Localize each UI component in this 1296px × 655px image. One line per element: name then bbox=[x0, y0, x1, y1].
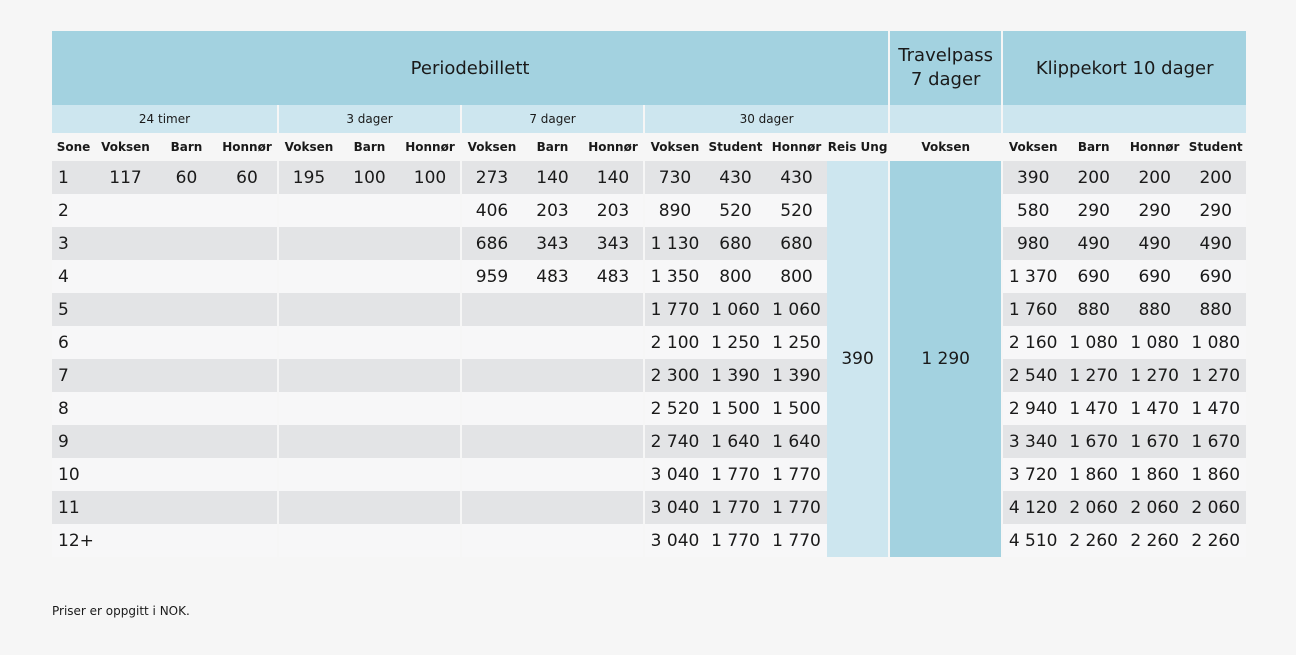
cell-sone: 9 bbox=[52, 425, 95, 458]
cell-d3 bbox=[400, 359, 461, 392]
cell-d7 bbox=[583, 392, 644, 425]
cell-d3: 100 bbox=[400, 161, 461, 194]
cell-sone: 5 bbox=[52, 293, 95, 326]
cell-d7: 959 bbox=[461, 260, 522, 293]
cell-d30: 890 bbox=[644, 194, 705, 227]
table-row bbox=[52, 194, 1246, 227]
cell-klipp: 1 670 bbox=[1124, 425, 1185, 458]
cell-klipp: 880 bbox=[1063, 293, 1124, 326]
cell-h24 bbox=[156, 458, 217, 491]
cell-d30: 1 640 bbox=[705, 425, 766, 458]
cell-sone: 1 bbox=[52, 161, 95, 194]
cell-d7 bbox=[461, 524, 522, 557]
cell-d7 bbox=[583, 491, 644, 524]
cell-d30: 1 350 bbox=[644, 260, 705, 293]
cell-sone: 11 bbox=[52, 491, 95, 524]
col-klipp-honnor: Honnør bbox=[1129, 140, 1180, 154]
cell-klipp: 1 080 bbox=[1124, 326, 1185, 359]
cell-klipp: 200 bbox=[1124, 161, 1185, 194]
cell-klipp: 880 bbox=[1124, 293, 1185, 326]
cell-d3: 195 bbox=[278, 161, 339, 194]
cell-d7: 686 bbox=[461, 227, 522, 260]
header-row bbox=[52, 31, 1246, 105]
cell-d3 bbox=[339, 491, 400, 524]
cell-klipp: 290 bbox=[1185, 194, 1246, 227]
table-row bbox=[52, 293, 1246, 326]
cell-h24 bbox=[95, 491, 156, 524]
cell-d30: 520 bbox=[705, 194, 766, 227]
cell-h24 bbox=[217, 392, 278, 425]
cell-d3 bbox=[278, 293, 339, 326]
price-table bbox=[52, 31, 1246, 557]
table-row bbox=[52, 491, 1246, 524]
cell-d30: 3 040 bbox=[644, 491, 705, 524]
cell-d3 bbox=[339, 326, 400, 359]
cell-d30: 430 bbox=[766, 161, 827, 194]
table-row bbox=[52, 260, 1246, 293]
cell-d7 bbox=[461, 293, 522, 326]
cell-d30: 2 740 bbox=[644, 425, 705, 458]
cell-h24 bbox=[95, 194, 156, 227]
cell-klipp: 1 760 bbox=[1002, 293, 1063, 326]
cell-d7 bbox=[522, 425, 583, 458]
cell-d3 bbox=[278, 524, 339, 557]
cell-d3 bbox=[278, 227, 339, 260]
cell-d3 bbox=[400, 491, 461, 524]
cell-klipp: 1 370 bbox=[1002, 260, 1063, 293]
cell-h24 bbox=[95, 458, 156, 491]
cell-d30: 1 390 bbox=[705, 359, 766, 392]
cell-klipp: 580 bbox=[1002, 194, 1063, 227]
cell-klipp: 1 270 bbox=[1063, 359, 1124, 392]
cell-h24 bbox=[217, 425, 278, 458]
cell-h24: 60 bbox=[217, 161, 278, 194]
cell-klipp: 2 160 bbox=[1002, 326, 1063, 359]
col-24h-voksen: Voksen bbox=[101, 140, 150, 154]
cell-d7 bbox=[522, 392, 583, 425]
cell-d7 bbox=[461, 425, 522, 458]
cell-d7: 203 bbox=[522, 194, 583, 227]
cell-h24 bbox=[156, 227, 217, 260]
cell-klipp: 1 470 bbox=[1124, 392, 1185, 425]
col-3d-honnor: Honnør bbox=[405, 140, 455, 154]
cell-klipp: 2 060 bbox=[1063, 491, 1124, 524]
cell-h24: 117 bbox=[95, 161, 156, 194]
cell-sone: 7 bbox=[52, 359, 95, 392]
cell-klipp: 2 060 bbox=[1185, 491, 1246, 524]
table-row bbox=[52, 458, 1246, 491]
cell-d30: 1 770 bbox=[705, 458, 766, 491]
cell-d7 bbox=[583, 293, 644, 326]
cell-d7 bbox=[583, 458, 644, 491]
cell-d3 bbox=[400, 458, 461, 491]
cell-d7: 483 bbox=[522, 260, 583, 293]
cell-klipp: 4 120 bbox=[1002, 491, 1063, 524]
cell-sone: 4 bbox=[52, 260, 95, 293]
cell-d30: 2 300 bbox=[644, 359, 705, 392]
cell-h24 bbox=[217, 491, 278, 524]
col-klipp-student: Student bbox=[1188, 140, 1243, 154]
cell-d30: 3 040 bbox=[644, 524, 705, 557]
cell-klipp: 3 340 bbox=[1002, 425, 1063, 458]
col-30d-student: Student bbox=[708, 140, 763, 154]
cell-klipp: 2 260 bbox=[1063, 524, 1124, 557]
cell-h24 bbox=[95, 326, 156, 359]
cell-klipp: 690 bbox=[1124, 260, 1185, 293]
col-3d-voksen: Voksen bbox=[278, 133, 339, 161]
cell-d7: 140 bbox=[522, 161, 583, 194]
col-7d-voksen: Voksen bbox=[461, 133, 522, 161]
cell-h24 bbox=[156, 524, 217, 557]
cell-h24: 60 bbox=[156, 161, 217, 194]
cell-d3 bbox=[278, 458, 339, 491]
col-travelpass-voksen: Voksen bbox=[889, 133, 1002, 161]
cell-d3 bbox=[339, 392, 400, 425]
cell-klipp: 200 bbox=[1185, 161, 1246, 194]
table-row bbox=[52, 392, 1246, 425]
subheader-24-timer: 24 timer bbox=[52, 105, 278, 133]
cell-d30: 1 770 bbox=[766, 524, 827, 557]
cell-h24 bbox=[95, 425, 156, 458]
cell-sone: 12+ bbox=[52, 524, 95, 557]
travelpass-header bbox=[889, 31, 1002, 105]
cell-h24 bbox=[95, 260, 156, 293]
table-row bbox=[52, 326, 1246, 359]
cell-d3 bbox=[278, 194, 339, 227]
table-row bbox=[52, 161, 1246, 194]
cell-klipp: 1 270 bbox=[1185, 359, 1246, 392]
cell-d7 bbox=[522, 326, 583, 359]
cell-klipp: 1 270 bbox=[1124, 359, 1185, 392]
cell-sone: 3 bbox=[52, 227, 95, 260]
cell-d30: 1 130 bbox=[644, 227, 705, 260]
cell-klipp: 490 bbox=[1124, 227, 1185, 260]
cell-d30: 1 770 bbox=[766, 458, 827, 491]
cell-h24 bbox=[156, 425, 217, 458]
subheader-travelpass-blank bbox=[889, 105, 1002, 133]
cell-d7 bbox=[583, 524, 644, 557]
column-header-row bbox=[52, 133, 1246, 161]
table-row bbox=[52, 425, 1246, 458]
cell-d7: 140 bbox=[583, 161, 644, 194]
table-row bbox=[52, 524, 1246, 557]
cell-d30: 1 250 bbox=[705, 326, 766, 359]
cell-d7 bbox=[583, 359, 644, 392]
cell-d7: 273 bbox=[461, 161, 522, 194]
cell-d3 bbox=[278, 425, 339, 458]
cell-d3 bbox=[400, 425, 461, 458]
footer-note: Priser er oppgitt i NOK. bbox=[52, 604, 190, 618]
cell-d30: 730 bbox=[644, 161, 705, 194]
cell-d7 bbox=[522, 491, 583, 524]
subheader-3-dager: 3 dager bbox=[278, 105, 461, 133]
col-7d-barn: Barn bbox=[536, 140, 569, 154]
cell-klipp: 1 080 bbox=[1063, 326, 1124, 359]
cell-h24 bbox=[156, 260, 217, 293]
cell-d7 bbox=[522, 359, 583, 392]
cell-d7 bbox=[461, 458, 522, 491]
cell-klipp: 1 470 bbox=[1063, 392, 1124, 425]
cell-klipp: 290 bbox=[1063, 194, 1124, 227]
cell-klipp: 2 060 bbox=[1124, 491, 1185, 524]
cell-d3 bbox=[400, 326, 461, 359]
travelpass-line2: 7 dager bbox=[910, 69, 981, 90]
cell-h24 bbox=[217, 260, 278, 293]
cell-d30: 1 500 bbox=[766, 392, 827, 425]
cell-d30: 1 390 bbox=[766, 359, 827, 392]
cell-klipp: 290 bbox=[1124, 194, 1185, 227]
cell-d7: 343 bbox=[583, 227, 644, 260]
cell-d7 bbox=[461, 392, 522, 425]
cell-d7 bbox=[461, 491, 522, 524]
cell-d3 bbox=[400, 293, 461, 326]
cell-sone: 2 bbox=[52, 194, 95, 227]
klippekort-header: Klippekort 10 dager bbox=[1002, 31, 1246, 105]
col-sone: Sone bbox=[56, 140, 91, 154]
table-row bbox=[52, 227, 1246, 260]
cell-d7: 483 bbox=[583, 260, 644, 293]
travelpass-line1: Travelpass bbox=[898, 45, 994, 66]
cell-d30: 1 770 bbox=[766, 491, 827, 524]
col-reis-ung: Reis Ung bbox=[827, 140, 888, 154]
cell-klipp: 690 bbox=[1063, 260, 1124, 293]
cell-d7 bbox=[522, 458, 583, 491]
cell-klipp: 4 510 bbox=[1002, 524, 1063, 557]
cell-h24 bbox=[95, 359, 156, 392]
cell-d3 bbox=[339, 260, 400, 293]
subheader-30-dager: 30 dager bbox=[644, 105, 889, 133]
cell-klipp: 1 860 bbox=[1063, 458, 1124, 491]
cell-d7: 343 bbox=[522, 227, 583, 260]
cell-h24 bbox=[217, 524, 278, 557]
travelpass-price: 1 290 bbox=[889, 161, 1002, 557]
col-24h-honnor: Honnør bbox=[222, 140, 272, 154]
cell-klipp: 880 bbox=[1185, 293, 1246, 326]
cell-d30: 1 250 bbox=[766, 326, 827, 359]
cell-d30: 800 bbox=[766, 260, 827, 293]
cell-h24 bbox=[156, 392, 217, 425]
cell-h24 bbox=[95, 227, 156, 260]
subheader-7-dager: 7 dager bbox=[461, 105, 644, 133]
col-3d-barn: Barn bbox=[353, 140, 386, 154]
cell-d7 bbox=[583, 425, 644, 458]
cell-h24 bbox=[217, 194, 278, 227]
cell-d30: 1 060 bbox=[766, 293, 827, 326]
cell-d3 bbox=[400, 260, 461, 293]
cell-d30: 2 100 bbox=[644, 326, 705, 359]
cell-d3 bbox=[278, 359, 339, 392]
col-24h-barn: Barn bbox=[170, 140, 203, 154]
cell-d7: 406 bbox=[461, 194, 522, 227]
reis-ung-price: 390 bbox=[827, 161, 889, 557]
cell-h24 bbox=[217, 458, 278, 491]
cell-d7 bbox=[461, 326, 522, 359]
cell-d3 bbox=[400, 392, 461, 425]
cell-h24 bbox=[156, 359, 217, 392]
cell-h24 bbox=[217, 359, 278, 392]
price-table-container bbox=[52, 31, 1243, 560]
cell-d3 bbox=[339, 194, 400, 227]
cell-klipp: 3 720 bbox=[1002, 458, 1063, 491]
cell-d3 bbox=[400, 227, 461, 260]
cell-h24 bbox=[95, 392, 156, 425]
cell-h24 bbox=[217, 227, 278, 260]
cell-d30: 430 bbox=[705, 161, 766, 194]
col-30d-honnor: Honnør bbox=[771, 140, 822, 154]
cell-d3 bbox=[400, 194, 461, 227]
cell-klipp: 2 940 bbox=[1002, 392, 1063, 425]
cell-klipp: 1 470 bbox=[1185, 392, 1246, 425]
cell-klipp: 1 860 bbox=[1185, 458, 1246, 491]
cell-d30: 1 640 bbox=[766, 425, 827, 458]
cell-klipp: 200 bbox=[1063, 161, 1124, 194]
cell-h24 bbox=[217, 293, 278, 326]
subheader-klippekort-blank bbox=[1002, 105, 1246, 133]
cell-d3 bbox=[339, 458, 400, 491]
cell-klipp: 1 670 bbox=[1063, 425, 1124, 458]
cell-h24 bbox=[217, 326, 278, 359]
cell-klipp: 690 bbox=[1185, 260, 1246, 293]
cell-h24 bbox=[156, 326, 217, 359]
col-klipp-voksen: Voksen bbox=[1002, 133, 1063, 161]
cell-d3 bbox=[339, 524, 400, 557]
cell-d30: 3 040 bbox=[644, 458, 705, 491]
subheader-row bbox=[52, 105, 1246, 133]
cell-sone: 6 bbox=[52, 326, 95, 359]
cell-d3 bbox=[400, 524, 461, 557]
cell-d30: 1 770 bbox=[705, 524, 766, 557]
cell-d3 bbox=[339, 227, 400, 260]
cell-klipp: 2 260 bbox=[1124, 524, 1185, 557]
cell-d3 bbox=[278, 392, 339, 425]
table-row bbox=[52, 359, 1246, 392]
cell-h24 bbox=[156, 293, 217, 326]
col-klipp-barn: Barn bbox=[1077, 140, 1110, 154]
cell-d30: 1 500 bbox=[705, 392, 766, 425]
cell-d30: 680 bbox=[766, 227, 827, 260]
cell-d7 bbox=[522, 293, 583, 326]
cell-d3 bbox=[339, 359, 400, 392]
cell-h24 bbox=[156, 194, 217, 227]
cell-klipp: 980 bbox=[1002, 227, 1063, 260]
periodebillett-header: Periodebillett bbox=[52, 31, 889, 105]
cell-d30: 1 770 bbox=[644, 293, 705, 326]
cell-d7 bbox=[583, 326, 644, 359]
cell-d7: 203 bbox=[583, 194, 644, 227]
cell-d30: 1 060 bbox=[705, 293, 766, 326]
cell-sone: 8 bbox=[52, 392, 95, 425]
cell-d30: 800 bbox=[705, 260, 766, 293]
cell-klipp: 490 bbox=[1063, 227, 1124, 260]
cell-sone: 10 bbox=[52, 458, 95, 491]
cell-d7 bbox=[461, 359, 522, 392]
cell-klipp: 490 bbox=[1185, 227, 1246, 260]
cell-d3 bbox=[278, 491, 339, 524]
cell-d3 bbox=[339, 425, 400, 458]
cell-klipp: 2 260 bbox=[1185, 524, 1246, 557]
cell-klipp: 390 bbox=[1002, 161, 1063, 194]
cell-d3 bbox=[339, 293, 400, 326]
cell-h24 bbox=[156, 491, 217, 524]
cell-d30: 520 bbox=[766, 194, 827, 227]
col-30d-voksen: Voksen bbox=[644, 133, 705, 161]
cell-h24 bbox=[95, 524, 156, 557]
cell-h24 bbox=[95, 293, 156, 326]
cell-d7 bbox=[522, 524, 583, 557]
cell-d30: 680 bbox=[705, 227, 766, 260]
cell-d30: 2 520 bbox=[644, 392, 705, 425]
cell-klipp: 2 540 bbox=[1002, 359, 1063, 392]
cell-klipp: 1 080 bbox=[1185, 326, 1246, 359]
cell-klipp: 1 670 bbox=[1185, 425, 1246, 458]
cell-d3: 100 bbox=[339, 161, 400, 194]
cell-d3 bbox=[278, 326, 339, 359]
cell-d3 bbox=[278, 260, 339, 293]
col-7d-honnor: Honnør bbox=[588, 140, 638, 154]
cell-klipp: 1 860 bbox=[1124, 458, 1185, 491]
cell-d30: 1 770 bbox=[705, 491, 766, 524]
